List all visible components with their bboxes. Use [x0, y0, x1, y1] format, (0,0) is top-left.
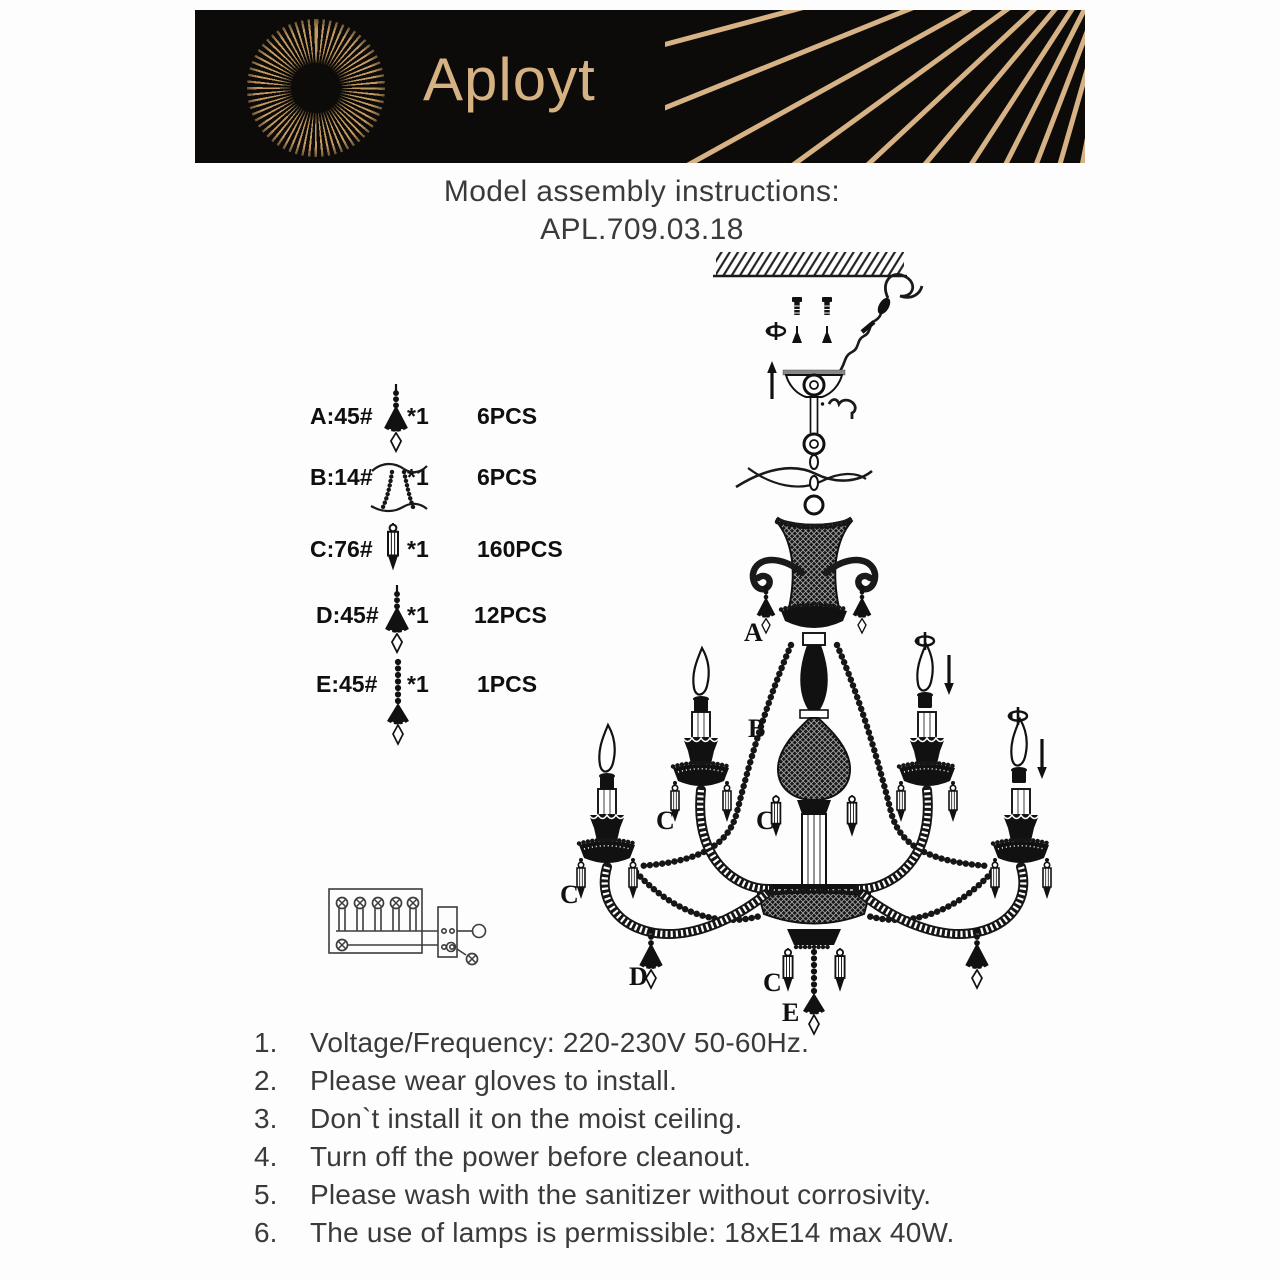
label-c: C	[560, 880, 579, 909]
rotate-icon	[765, 322, 785, 340]
part-qty: *1	[407, 464, 429, 490]
part-count: 12PCS	[474, 602, 547, 628]
prism-icon	[388, 523, 398, 571]
part-count: 160PCS	[477, 536, 563, 562]
bead-pendant-icon	[387, 659, 409, 744]
label-c: C	[656, 806, 675, 835]
instruction-text: Please wear gloves to install.	[310, 1065, 678, 1096]
part-qty: *1	[407, 536, 429, 562]
rotate-icon	[914, 632, 934, 650]
part-qty: *1	[407, 671, 429, 697]
label-b: B	[748, 714, 766, 743]
screw-icon	[822, 297, 832, 315]
loose-bulb	[1011, 719, 1027, 783]
parts-list-icons	[371, 384, 427, 744]
label-c: C	[763, 968, 782, 997]
part-code: A:45#	[310, 403, 373, 429]
mounting-hardware	[765, 274, 922, 371]
instruction-text: Voltage/Frequency: 220-230V 50-60Hz.	[310, 1027, 810, 1058]
instruction-text: Don`t install it on the moist ceiling.	[310, 1103, 743, 1134]
part-code: D:45#	[316, 602, 379, 628]
hook-icon	[829, 400, 855, 420]
page-title: Model assembly instructions:	[443, 175, 841, 208]
part-count: 6PCS	[477, 464, 538, 490]
bead-strand-icon	[371, 464, 427, 511]
instruction-number: 4.	[254, 1141, 278, 1172]
part-count: 6PCS	[477, 403, 538, 429]
pendant-drop-icon	[386, 585, 408, 652]
canopy-assembly	[736, 361, 872, 514]
instruction-text: Please wash with the sanitizer without corrosivity.	[310, 1179, 932, 1210]
screw-icon	[792, 297, 802, 315]
part-count: 1PCS	[477, 671, 538, 697]
instruction-number: 2.	[254, 1065, 278, 1096]
arrow-up-icon	[767, 361, 777, 399]
rotate-icon	[1007, 707, 1027, 725]
model-number: APL.709.03.18	[540, 213, 744, 246]
instruction-number: 5.	[254, 1179, 278, 1210]
arrow-down-icon	[944, 655, 954, 695]
instruction-number: 3.	[254, 1103, 278, 1134]
pendant-drop-icon	[385, 384, 407, 451]
label-d: D	[629, 962, 648, 991]
wiring-diagram	[329, 889, 486, 965]
instruction-number: 1.	[254, 1027, 278, 1058]
anchor-icon	[822, 326, 832, 343]
part-code: E:45#	[316, 671, 378, 697]
anchor-icon	[792, 326, 802, 343]
part-qty: *1	[407, 403, 429, 429]
instruction-text: Turn off the power before cleanout.	[310, 1141, 752, 1172]
pendant-e	[803, 949, 825, 1034]
pendant-a	[853, 585, 871, 633]
instruction-text: The use of lamps is permissible: 18xE14 max 40W.	[310, 1217, 955, 1248]
loose-bulb	[917, 644, 933, 708]
power-wire	[840, 274, 922, 371]
label-a: A	[744, 618, 763, 647]
label-c: C	[756, 806, 775, 835]
part-code: C:76#	[310, 536, 373, 562]
instruction-number: 6.	[254, 1217, 278, 1248]
chandelier-body	[753, 518, 875, 1034]
arrow-down-icon	[1037, 739, 1047, 779]
label-e: E	[782, 998, 800, 1027]
part-qty: *1	[407, 602, 429, 628]
brand-name: Aployt	[423, 46, 596, 113]
part-code: B:14#	[310, 464, 373, 490]
ceiling-hatch	[713, 252, 907, 276]
